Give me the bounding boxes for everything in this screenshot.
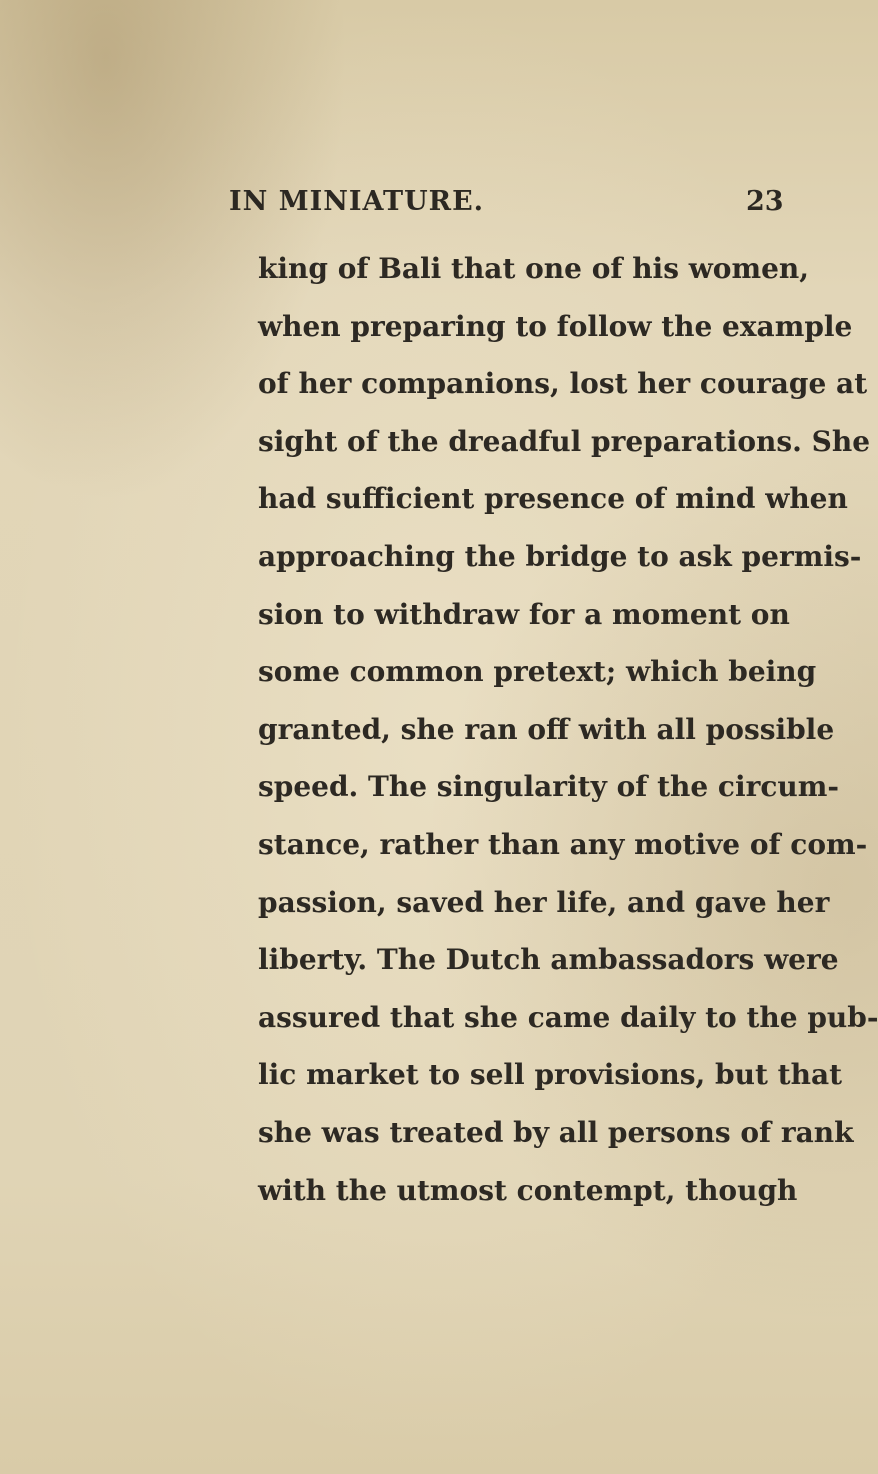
body-text	[258, 240, 878, 1219]
text-line: she was treated by all persons of rank	[258, 1115, 854, 1149]
text-line: passion, saved her life, and gave her	[258, 885, 830, 919]
text-line: liberty. The Dutch ambassadors were	[258, 943, 839, 977]
text-line: with the utmost contempt, though	[258, 1173, 798, 1207]
page-number: 23	[746, 186, 784, 217]
text-line: sion to withdraw for a moment on	[258, 597, 790, 631]
running-head	[0, 186, 800, 230]
text-line: stance, rather than any motive of com-	[258, 827, 868, 861]
running-title: IN MINIATURE.	[229, 186, 485, 217]
text-line: lic market to sell provisions, but that	[258, 1058, 843, 1092]
text-line: had sufficient presence of mind when	[258, 482, 848, 516]
text-line: speed. The singularity of the circum-	[258, 770, 840, 804]
text-line: granted, she ran off with all possible	[258, 712, 835, 746]
text-line: some common pretext; which being	[258, 655, 817, 689]
text-line: approaching the bridge to ask permis-	[258, 539, 862, 573]
text-line: king of Bali that one of his women,	[258, 252, 810, 285]
text-line: of her companions, lost her courage at	[258, 367, 868, 401]
text-line: sight of the dreadful preparations. She	[258, 424, 871, 458]
text-line: assured that she came daily to the pub-	[258, 1000, 878, 1034]
text-line: when preparing to follow the example	[258, 309, 853, 343]
